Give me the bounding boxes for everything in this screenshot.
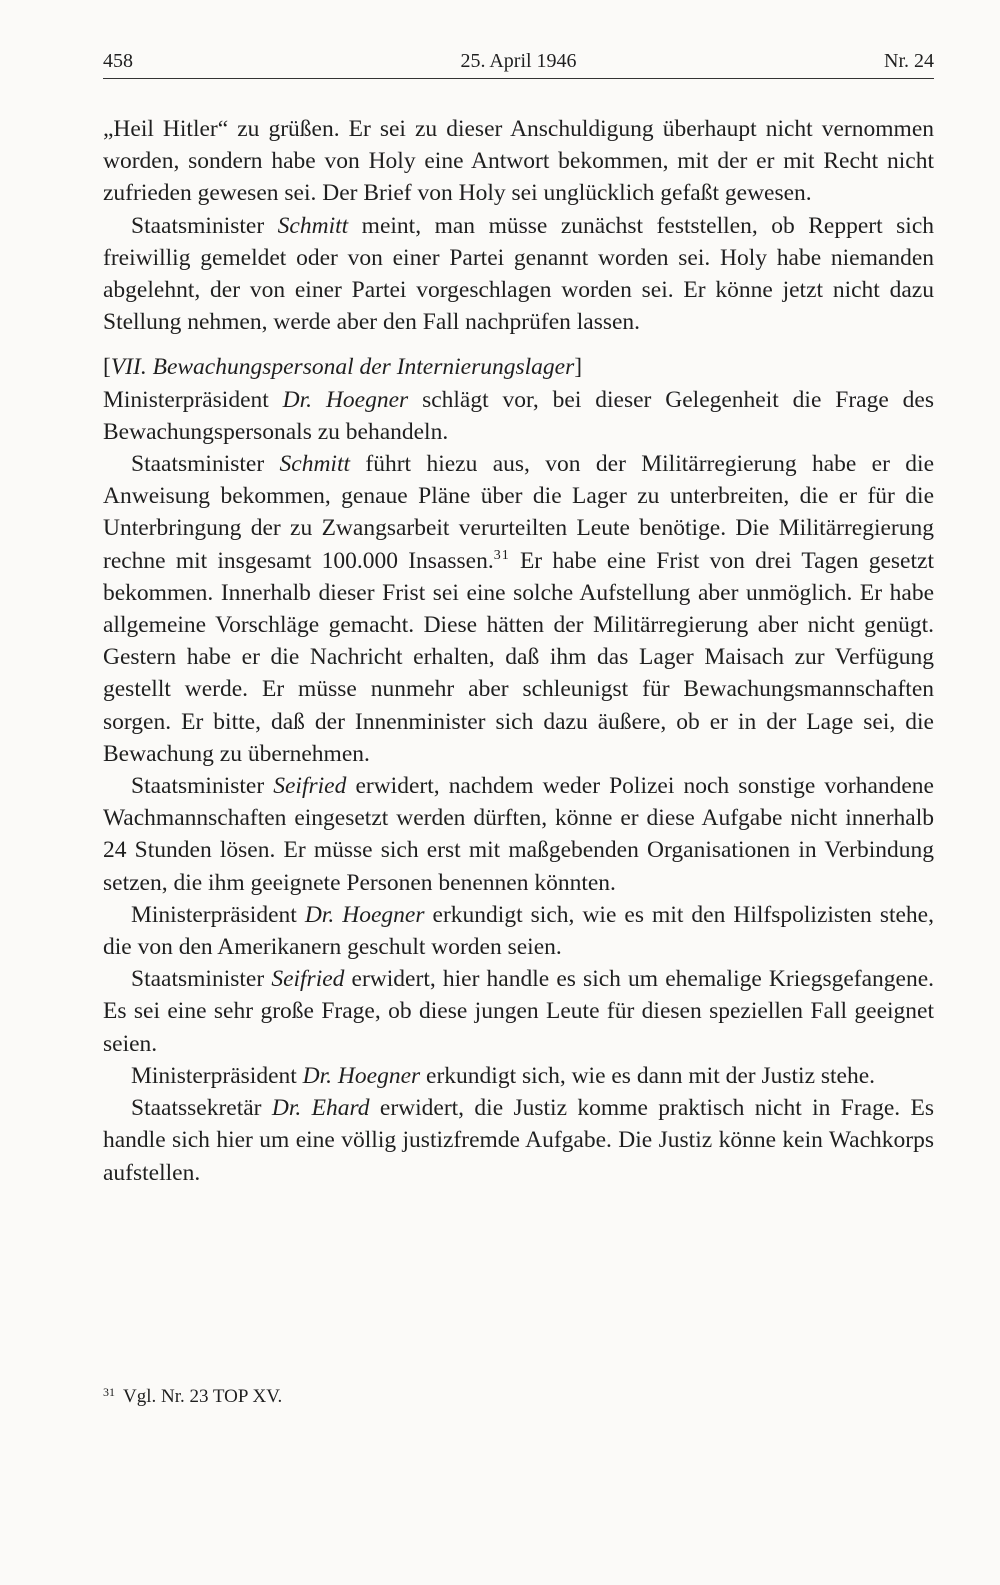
speaker-name: Dr. Ehard <box>271 1095 370 1122</box>
footnote-text: Vgl. Nr. 23 TOP XV. <box>123 1386 283 1407</box>
speaker-name: Seifried <box>271 966 345 993</box>
footnote <box>103 1384 934 1410</box>
header-rule <box>103 78 934 79</box>
speaker-name: Dr. Hoegner <box>302 1062 421 1089</box>
paragraph-8: Ministerpräsident Dr. Hoegner erkundigt sich, wie es dann mit der Justiz stehe. <box>131 1062 876 1089</box>
paragraph-1: „Heil Hitler“ zu grüßen. Er sei zu dieser Anschuldigung überhaupt nicht vernommen worden, sondern habe von Holy eine Antwort bekommen, mit der er mit Recht nicht zufrieden gewesen sei. Der Brief von Holy sei unglücklich gefaßt gewesen. <box>103 116 934 207</box>
paragraph-7: Staatsminister Seifried erwidert, hier handle es sich um ehemalige Kriegsgefangene. Es sei eine sehr große Frage, ob diese jungen Leute für diesen speziellen Fall geeignet seien. <box>103 966 935 1057</box>
speaker-name: Schmitt <box>277 212 349 239</box>
speaker-name: Dr. Hoegner <box>304 901 425 928</box>
document-number: Nr. 24 <box>884 50 934 72</box>
header-date: 25. April 1946 <box>460 50 577 72</box>
paragraph-4: Staatsminister Schmitt führt hiezu aus, von der Militärregierung habe er die Anweisung bekommen, genaue Pläne über die Lager zu unterbreiten, die er für die Unterbringung der zu Zwangsarbeit verurteilten Leute benötige. Die Militärregierung rechne mit insgesamt 100.000 Insassen.$^{31}$ Er habe eine Frist von drei Tagen gesetzt bekommen. Innerhalb dieser Frist sei eine solche Aufstellung aber unmöglich. Er habe allgemeine Vorschläge gemacht. Diese hätten der Militärregierung aber nicht genügt. Gestern habe er die Nachricht erhalten, daß ihm das Lager Maisach zur Verfügung gestellt werde. Er müsse nunmehr aber schleunigst für Bewachungsmannschaften sorgen. Er bitte, daß der Innenminister sich dazu äußere, ob er in der Lage sei, die Bewachung zu übernehmen. <box>103 451 934 767</box>
main-text <box>103 113 934 1189</box>
paragraph-9: Staatssekretär Dr. Ehard erwidert, die Justiz komme praktisch nicht in Frage. Es handle sich hier um eine völlig justizfremde Aufgabe. Die Justiz könne kein Wachkorps aufstellen. <box>103 1095 934 1186</box>
running-header <box>103 47 934 75</box>
speaker-name: Dr. Hoegner <box>282 386 409 413</box>
speaker-name: Seifried <box>273 773 347 800</box>
paragraph-3: Ministerpräsident Dr. Hoegner schlägt vor, bei dieser Gelegenheit die Frage des Bewachungspersonals zu behandeln. <box>103 386 935 445</box>
footnote-number: 31 <box>103 1385 115 1399</box>
section-title: VII. Bewachungspersonal der Internierungslager <box>110 354 575 381</box>
paragraph-2: Staatsminister Schmitt meint, man müsse zunächst feststellen, ob Reppert sich freiwillig gemeldet oder von einer Partei genannt worden sei. Holy habe niemanden abgelehnt, der von einer Partei vorgeschlagen worden sei. Er könne jetzt nicht dazu Stellung nehmen, werde aber den Fall nachprüfen lassen. <box>103 212 934 336</box>
paragraph-5: Staatsminister Seifried erwidert, nachdem weder Polizei noch sonstige vorhandene Wachmannschaften eingesetzt werden dürften, könne er diese Aufgabe nicht innerhalb 24 Stunden lösen. Er müsse sich erst mit maßgebenden Organisationen in Verbindung setzen, die ihm geeignete Personen benennen könnten. <box>103 773 934 896</box>
section-heading: [VII. Bewachungspersonal der Internierungslager] <box>103 354 583 381</box>
page-number: 458 <box>103 50 133 72</box>
paragraph-6: Ministerpräsident Dr. Hoegner erkundigt sich, wie es mit den Hilfspolizisten stehe, die von den Amerikanern geschult worden seien. <box>103 901 934 961</box>
speaker-name: Schmitt <box>279 451 351 478</box>
footnote-reference: 31 <box>493 547 510 563</box>
